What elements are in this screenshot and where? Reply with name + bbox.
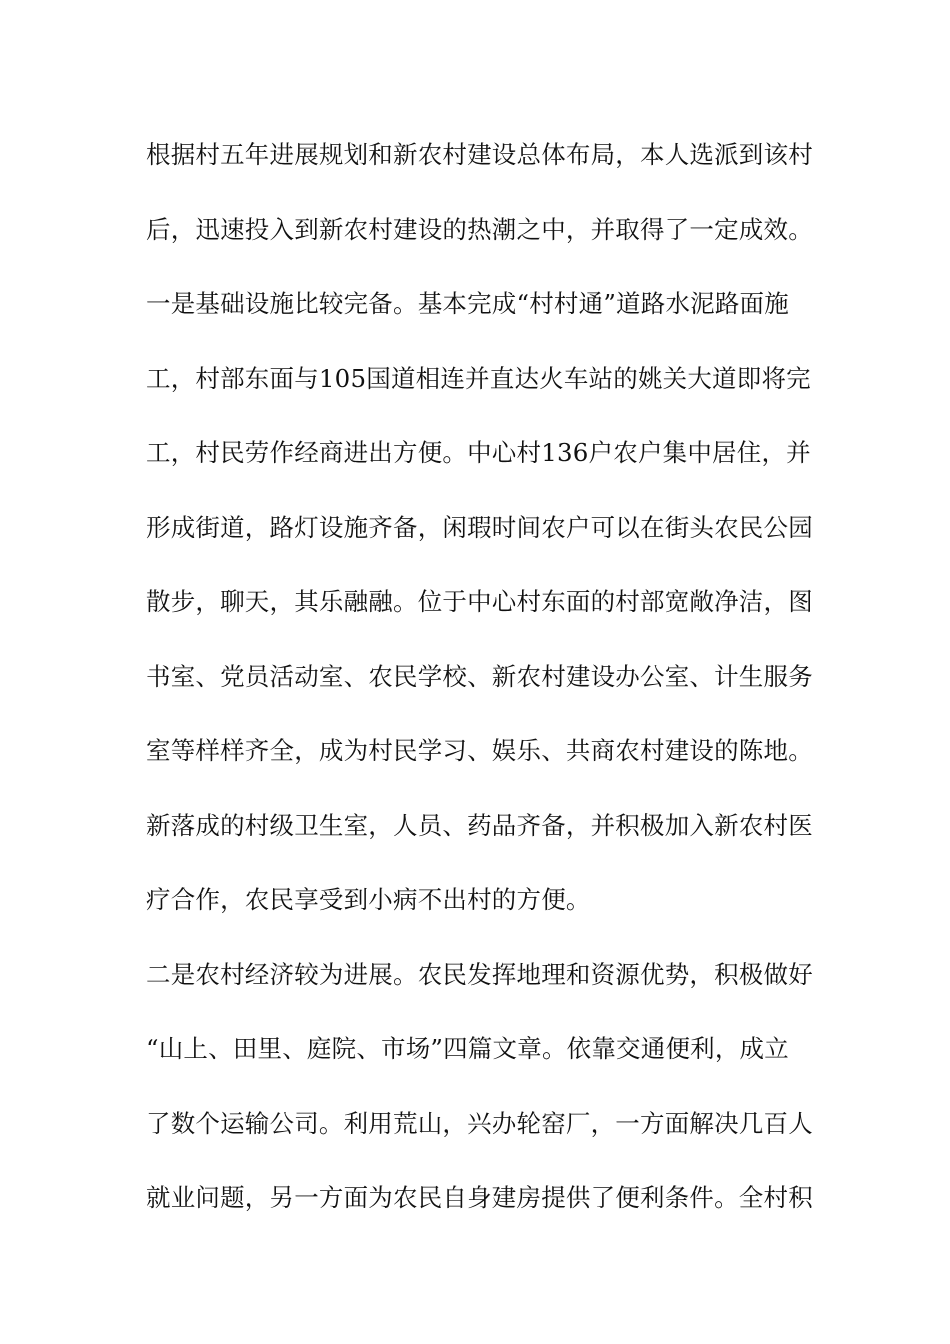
text-line: 二是农村经济较为进展。农民发挥地理和资源优势，积极做好 [146,959,813,989]
text-line: 疗合作，农民享受到小病不出村的方便。 [146,885,591,914]
text-line: 散步，聊天，其乐融融。位于中心村东面的村部宽敞净洁，图 [146,587,813,616]
text-line: 一是基础设施比较完备。基本完成“村村通”道路水泥路面施 [146,289,789,318]
text-line: 工，村民劳作经商进出方便。中心村136户农户集中居住，并 [146,438,811,467]
text-line: “山上、田里、庭院、市场”四篇文章。依靠交通便利，成立 [146,1034,789,1063]
text-line: 根据村五年进展规划和新农村建设总体布局，本人选派到该村 [146,140,813,169]
text-line: 了数个运输公司。利用荒山，兴办轮窑厂，一方面解决几百人 [146,1108,813,1138]
text-line: 形成街道，路灯设施齐备，闲瑕时间农户可以在街头农民公园 [146,512,813,542]
body-text [146,130,816,1248]
text-line: 室等样样齐全，成为村民学习、娱乐、共商农村建设的陈地。 [146,736,813,765]
text-line: 就业问题，另一方面为农民自身建房提供了便利条件。全村积 [146,1183,813,1212]
text-line: 新落成的村级卫生室，人员、药品齐备，并积极加入新农村医 [146,810,813,840]
text-line: 工，村部东面与105国道相连并直达火车站的姚关大道即将完 [146,363,811,393]
text-line: 书室、党员活动室、农民学校、新农村建设办公室、计生服务 [146,661,813,691]
text-line: 后，迅速投入到新农村建设的热潮之中，并取得了一定成效。 [146,214,813,244]
